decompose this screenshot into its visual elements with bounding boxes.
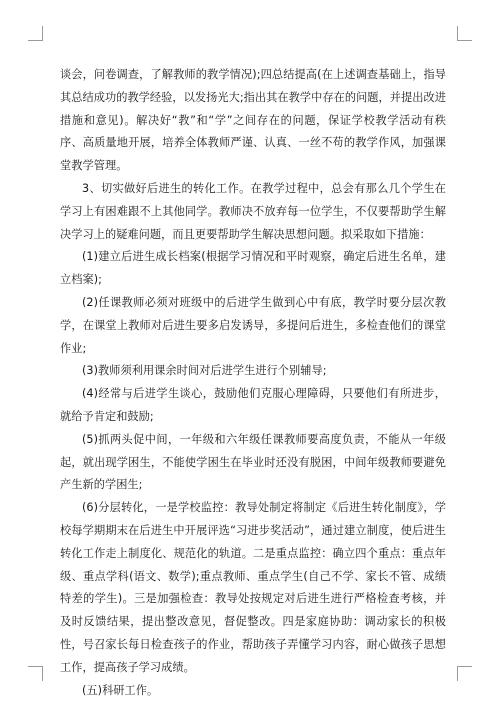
paragraph-measure-6: (6)分层转化，一是学校监控：教导处制定将制定《后进生转化制度》，学校每学期期末在后进生中开展评选“习进步奖活动”，通过建立制度，使后进生转化工作走上制度化、规范化的轨道。二是重点监控：确立四个重点：重点年级、重点学科(语文、数学);重点教师、重点学生(自己不学、家长不管、成绩特差的学生)。三是加强检查：教导处按规定对后进生进行严格检查考核，并及时反馈结果，提出整改意见，督促整改。四是家庭协助：调动家长的积极性，号召家长每日检查孩子的作业，帮助孩子弄懂学习内容，耐心做孩子思想工作，提高孩子学习成绩。 (60, 501, 446, 674)
crop-mark-bottom-right (457, 666, 472, 681)
crop-mark-top-right (457, 26, 472, 41)
paragraph-measure-1: (1)建立后进生成长档案(根据学习情况和平时观察，确定后进生名单，建立档案); (60, 250, 446, 287)
paragraph-measure-5: (5)抓两头促中间，一年级和六年级任课教师要高度负责，不能从一年级起，就出现学困生，不能使学困生在毕业时还没有脱困，中间年级教师要避免产生新的学困生; (60, 432, 446, 492)
paragraph-slow-learner-intro: 3、切实做好后进生的转化工作。在教学过程中，总会有那么几个学生在学习上有困难跟不上其他同学。教师决不放弃每一位学生，不仅要帮助学生解决学习上的疑难问题，而且更要帮助学生解决思想问题。拟采取如下措施： (60, 181, 446, 241)
document-body (60, 64, 446, 702)
paragraph-measure-3: (3)教师须利用课余时间对后进学生进行个别辅导; (82, 364, 327, 378)
paragraph-measure-2: (2)任课教师必须对班级中的后进学生做到心中有底，教学时要分层次教学，在课堂上教师对后进生要多启发诱导，多提问后进生，多检查他们的课堂作业; (60, 295, 446, 355)
crop-mark-top-left (28, 26, 43, 41)
paragraph-continuation: 谈会，问卷调查，了解教师的教学情况);四总结提高(在上述调查基础上，指导其总结成功的教学经验，以发扬光大;指出其在教学中存在的问题，并提出改进措施和意见)。解决好“教”和“学”之间存在的问题，保证学校教学活动有秩序、高质量地开展，培养全体教师严谨、认真、一丝不苟的教学作风，加强课堂教学管理。 (60, 68, 446, 173)
section-heading-research: (五)科研工作。 (82, 683, 159, 697)
paragraph-measure-4: (4)经常与后进学生谈心，鼓励他们克服心理障碍，只要他们有所进步，就给予肯定和鼓励; (60, 387, 446, 423)
crop-mark-bottom-left (28, 666, 43, 681)
